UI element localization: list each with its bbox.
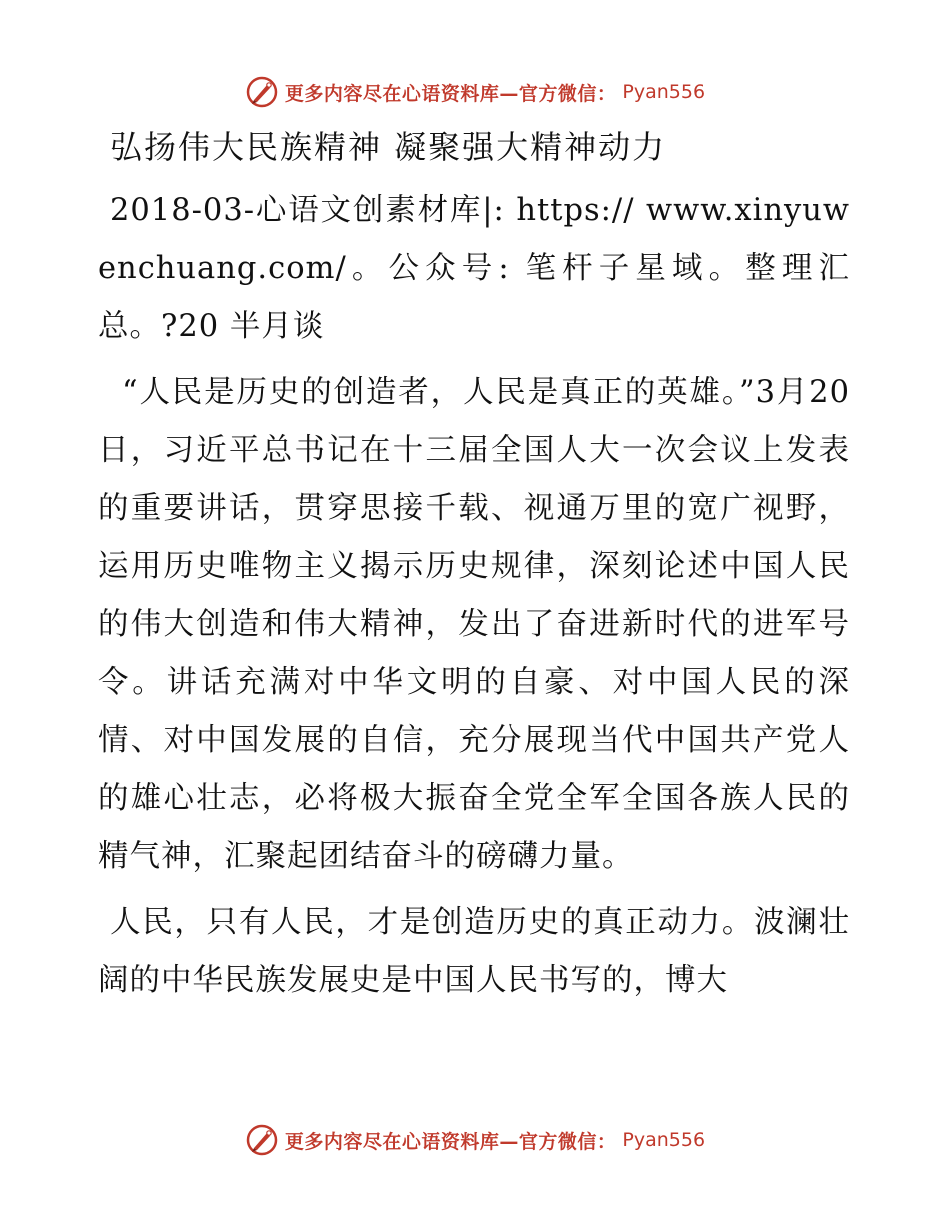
article-paragraph-2: 人民，只有人民，才是创造历史的真正动力。波澜壮阔的中华民族发展史是中国人民书写的，博大 <box>98 905 850 998</box>
watermark-text: 更多内容尽在心语资料库—官方微信： <box>284 82 617 105</box>
article-title: 弘扬伟大民族精神 凝聚强大精神动力 <box>110 128 667 166</box>
watermark-contact: Pyan556 <box>622 81 706 103</box>
watermark-text: 更多内容尽在心语资料库—官方微信： <box>284 1130 617 1153</box>
pen-logo-icon <box>245 75 279 109</box>
footer-watermark <box>0 1120 950 1160</box>
watermark-contact: Pyan556 <box>622 1129 706 1151</box>
header-watermark <box>0 72 950 112</box>
article-meta: 2018-03-心语文创素材库|: https:// www.xinyuwenchuang.com/。公众号: 笔杆子星域。整理汇总。?20 半月谈 <box>98 193 850 344</box>
pen-logo-icon <box>245 1123 279 1157</box>
article-body <box>98 122 850 1018</box>
article-paragraph-1: “人民是历史的创造者，人民是真正的英雄。”3月20日，习近平总书记在十三届全国人大一次会议上发表的重要讲话，贯穿思接千载、视通万里的宽广视野，运用历史唯物主义揭示历史规律，深刻论述中国人民的伟大创造和伟大精神，发出了奋进新时代的进军号令。讲话充满对中华文明的自豪、对中国人民的深情、对中国发展的自信，充分展现当代中国共产党人的雄心壮志，必将极大振奋全党全军全国各族人民的精气神，汇聚起团结奋斗的磅礴力量。 <box>98 375 850 874</box>
